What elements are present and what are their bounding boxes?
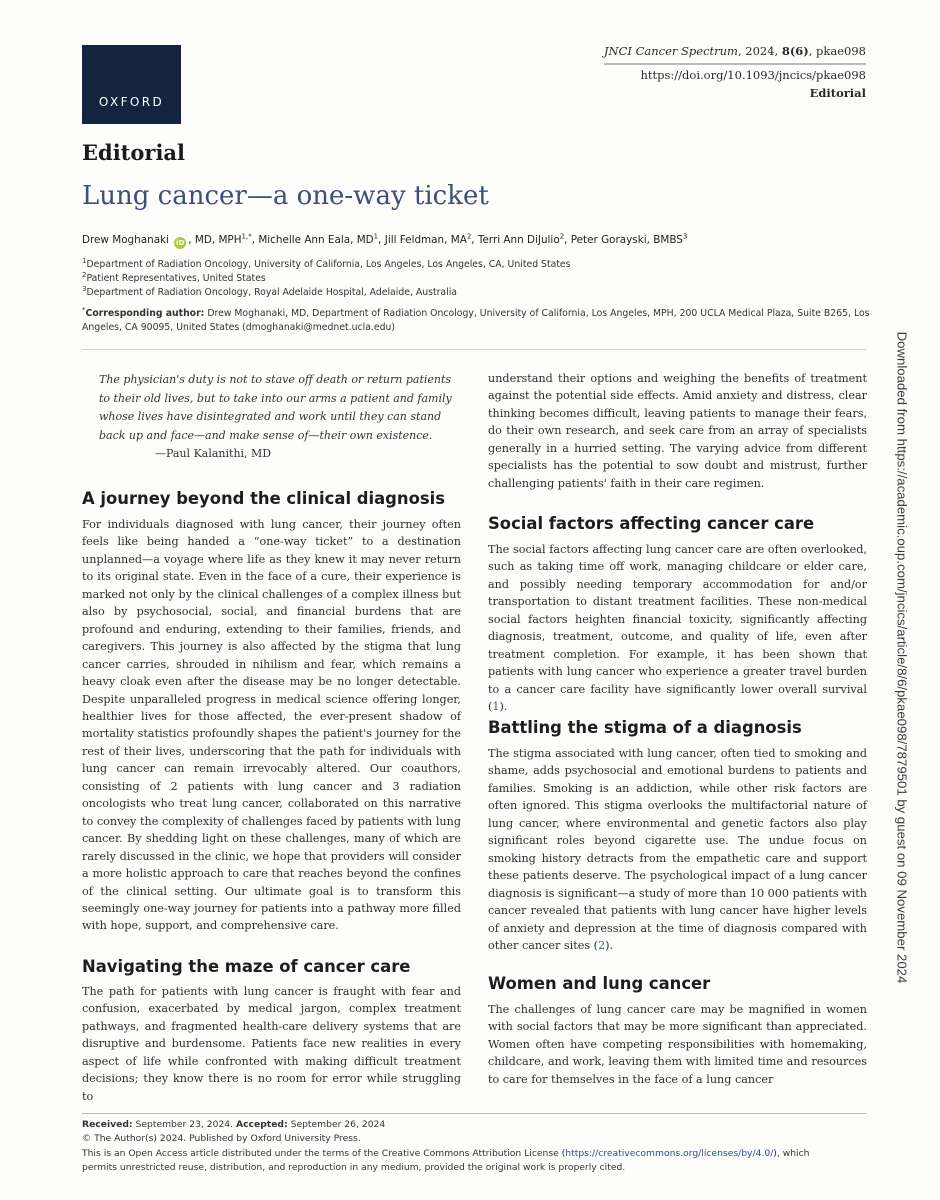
oxford-logo-text: OXFORD bbox=[98, 95, 165, 109]
author-list: Drew Moghanaki iD , MD, $MPH^{1,*}$, Michelle Ann Eala, $MD^1$, Jill Feldman, $MA^2$, Terri Ann DiJulio$^2$, Peter Gorayski, BMBS$^3$ bbox=[82, 232, 688, 247]
journal-citation bbox=[604, 43, 866, 65]
author-degrees: , MA bbox=[444, 234, 467, 246]
section-body-women: The challenges of lung cancer care may be magnified in women with social factors that may be more significant than appreciated. Women often have competing responsibilities with homemaking, childcare, and work, leaving them with limited time and resources to care for themselves in the face of a lung cancer bbox=[488, 1003, 867, 1086]
article-footer bbox=[82, 1118, 872, 1175]
author-name[interactable]: Michelle Ann Eala bbox=[258, 234, 351, 246]
section-heading-women: Women and lung cancer bbox=[488, 974, 711, 993]
download-watermark: Downloaded from https://academic.oup.com/jncics/article/8/6/pkae098/7879501 by guest on 09 November 2024 bbox=[894, 331, 910, 984]
section-body-social-text: The social factors affecting lung cancer care are often overlooked, such as taking time off work, managing childcare or elder care, and possibly needing temporary accommodation for and/or transportation to distant treatment facilities. These non-medical social factors heighten financial toxicity, significantly affecting diagnosis, treatment, outcome, and quality of life, even after treatment completion. For example, it has been shown that patients with lung cancer who experience a greater travel burden to a cancer care facility have significantly lower overall survival ( bbox=[488, 543, 867, 714]
journal-year: , 2024, bbox=[737, 44, 782, 58]
affiliation-number: 3 bbox=[82, 284, 87, 293]
affiliation-text: Department of Radiation Oncology, Royal Adelaide Hospital, Adelaide, Australia bbox=[86, 287, 457, 298]
article-title: Lung cancer—a one-way ticket bbox=[82, 181, 489, 211]
section-heading-social: Social factors affecting cancer care bbox=[488, 514, 815, 533]
footer-divider bbox=[82, 1113, 866, 1114]
affiliations bbox=[82, 258, 571, 300]
author-affiliation-marker: 2 bbox=[559, 232, 565, 241]
license-text-end: ), which bbox=[773, 1147, 810, 1159]
author-affiliation-marker: 1,* bbox=[241, 232, 252, 241]
section-body-journey: For individuals diagnosed with lung cancer, their journey often feels like being handed a “one-way ticket” to a destination unplanned—a voyage where life as they knew it may never return to its original state. Even in the face of a cure, their experience is marked not only by the clinical challenges of a complex illness but also by psychosocial, social, and financial burdens that are profound and enduring, extending to their families, friends, and caregivers. This journey is also affected by the stigma that lung cancer carries, shrouded in nihilism and fear, which remains a heavy cloak even after the disease may be no longer detectable. Despite unparalleled progress in medical science offering longer, healthier lives for those affected, the ever-present shadow of mortality statistics profoundly shapes the patient's journey for the rest of their lives, underscoring that the path for individuals with lung cancer can remain irrevocably altered. Our coauthors, consisting of 2 patients with lung cancer and 3 radiation oncologists who treat lung cancer, collaborated on this narrative to convey the complexity of challenges faced by patients with lung cancer. By shedding light on these challenges, many of which are rarely discussed in the clinic, we hope that providers will consider a more holistic approach to care that reaches beyond the confines of the clinical setting. Our ultimate goal is to transform this seemingly one-way journey for patients into a pathway more filled with hope, support, and comprehensive care. bbox=[82, 518, 461, 933]
epigraph-attribution: —Paul Kalanithi, MD bbox=[155, 447, 272, 460]
license-link[interactable]: https://creativecommons.org/licenses/by/4.0/ bbox=[565, 1147, 774, 1159]
affiliation-item bbox=[82, 286, 571, 300]
author-name[interactable]: Drew Moghanaki bbox=[82, 234, 169, 246]
article-type: Editorial bbox=[809, 86, 866, 100]
affiliation-text: Patient Representatives, United States bbox=[86, 273, 266, 284]
author-affiliation-marker: 1 bbox=[373, 232, 379, 241]
corresponding-label: Corresponding author: bbox=[85, 308, 205, 319]
affiliation-number: 1 bbox=[82, 256, 87, 265]
section-heading-maze: Navigating the maze of cancer care bbox=[82, 957, 411, 976]
section-body-stigma-end: ). bbox=[605, 938, 614, 952]
accepted-date: September 26, 2024 bbox=[287, 1119, 386, 1130]
journal-volume: 8(6) bbox=[781, 44, 809, 58]
header-divider bbox=[82, 349, 866, 350]
affiliation-item bbox=[82, 258, 571, 272]
author-degrees: , BMBS bbox=[646, 234, 683, 246]
author-degrees: , MD bbox=[350, 234, 374, 246]
corresponding-text: Drew Moghanaki, MD, Department of Radiation Oncology, University of California, Los Angeles, MPH, 200 UCLA Medical Plaza, Suite B265, Los Angeles, CA 90095, United States (dmoghanaki@mednet.ucla.edu) bbox=[82, 308, 870, 333]
citation-link[interactable]: 1 bbox=[492, 700, 500, 714]
author-degrees: , MD, MPH bbox=[188, 234, 242, 246]
epigraph bbox=[99, 371, 459, 464]
author-affiliation-marker: 3 bbox=[682, 232, 688, 241]
doi-link[interactable]: https://doi.org/10.1093/jncics/pkae098 bbox=[640, 68, 866, 82]
journal-article-id: , pkae098 bbox=[808, 44, 866, 58]
journal-name: JNCI Cancer Spectrum bbox=[603, 44, 738, 58]
section-type-label: Editorial bbox=[82, 140, 186, 165]
section-heading-journey: A journey beyond the clinical diagnosis bbox=[82, 489, 445, 508]
section-body-stigma bbox=[488, 745, 867, 954]
license-text: This is an Open Access article distributed under the terms of the Creative Commons Attribution License ( bbox=[82, 1147, 566, 1159]
author-name[interactable]: Jill Feldman bbox=[384, 234, 445, 246]
received-label: Received: bbox=[82, 1119, 133, 1130]
doi-line bbox=[604, 67, 866, 84]
received-accepted-line bbox=[82, 1118, 872, 1132]
section-body-maze-continued: understand their options and weighing the benefits of treatment against the potential side effects. Amid anxiety and distress, clear thinking becomes difficult, leaving patients to manage their fears, do their own research, and seek care from an array of specialists generally in a hurried setting. The varying advice from different specialists has the potential to sow doubt and mistrust, further challenging patients' faith in their care regimen. bbox=[488, 372, 867, 490]
citation-link[interactable]: 2 bbox=[598, 938, 606, 952]
license-line-continued: permits unrestricted reuse, distribution, and reproduction in any medium, provided the original work is properly cited. bbox=[82, 1161, 626, 1173]
oxford-logo[interactable] bbox=[82, 45, 181, 124]
accepted-label: Accepted: bbox=[236, 1119, 288, 1130]
affiliation-number: 2 bbox=[82, 270, 87, 279]
section-body-social-end: ). bbox=[499, 700, 508, 714]
journal-meta bbox=[604, 43, 866, 102]
section-heading-stigma: Battling the stigma of a diagnosis bbox=[488, 718, 802, 737]
received-date: September 23, 2024. bbox=[132, 1119, 236, 1130]
corresponding-author bbox=[82, 307, 872, 335]
section-body-maze: The path for patients with lung cancer is fraught with fear and confusion, exacerbated by medical jargon, complex treatment pathways, and fragmented health-care delivery systems that are disruptive and burdensome. Patients face new realities in every aspect of life while confronted with making difficult treatment decisions; they know there is no room for error while struggling to bbox=[82, 985, 461, 1103]
copyright-line: © The Author(s) 2024. Published by Oxford University Press. bbox=[82, 1133, 361, 1145]
author-name[interactable]: Terri Ann DiJulio bbox=[477, 234, 560, 246]
author-affiliation-marker: 2 bbox=[466, 232, 472, 241]
epigraph-quote: The physician's duty is not to stave off death or return patients to their old lives, but to take into our arms a patient and family whose lives have disintegrated and work until they can stand back up and face—and make sense of—their own existence. bbox=[99, 373, 452, 442]
orcid-icon[interactable]: iD bbox=[176, 239, 185, 247]
author-name[interactable]: Peter Gorayski bbox=[570, 234, 647, 246]
section-body-social bbox=[488, 541, 867, 716]
section-body-stigma-text: The stigma associated with lung cancer, often tied to smoking and shame, adds psychosocial and emotional burdens to patients and families. Smoking is an addiction, while other risk factors are often ignored. This stigma overlooks the multifactorial nature of lung cancer, where environmental and genetic factors also play significant roles beyond cigarette use. The undue focus on smoking history detracts from the empathetic care and support these patients deserve. The psychological impact of a lung cancer diagnosis is significant—a study of more than 10 000 patients with cancer revealed that patients with lung cancer have higher levels of anxiety and depression at the time of diagnosis compared with other cancer sites ( bbox=[488, 747, 867, 952]
corresponding-marker: * bbox=[82, 305, 86, 314]
affiliation-text: Department of Radiation Oncology, University of California, Los Angeles, Los Angeles, CA, United States bbox=[86, 259, 571, 270]
license-line bbox=[82, 1147, 872, 1161]
affiliation-item bbox=[82, 272, 571, 286]
